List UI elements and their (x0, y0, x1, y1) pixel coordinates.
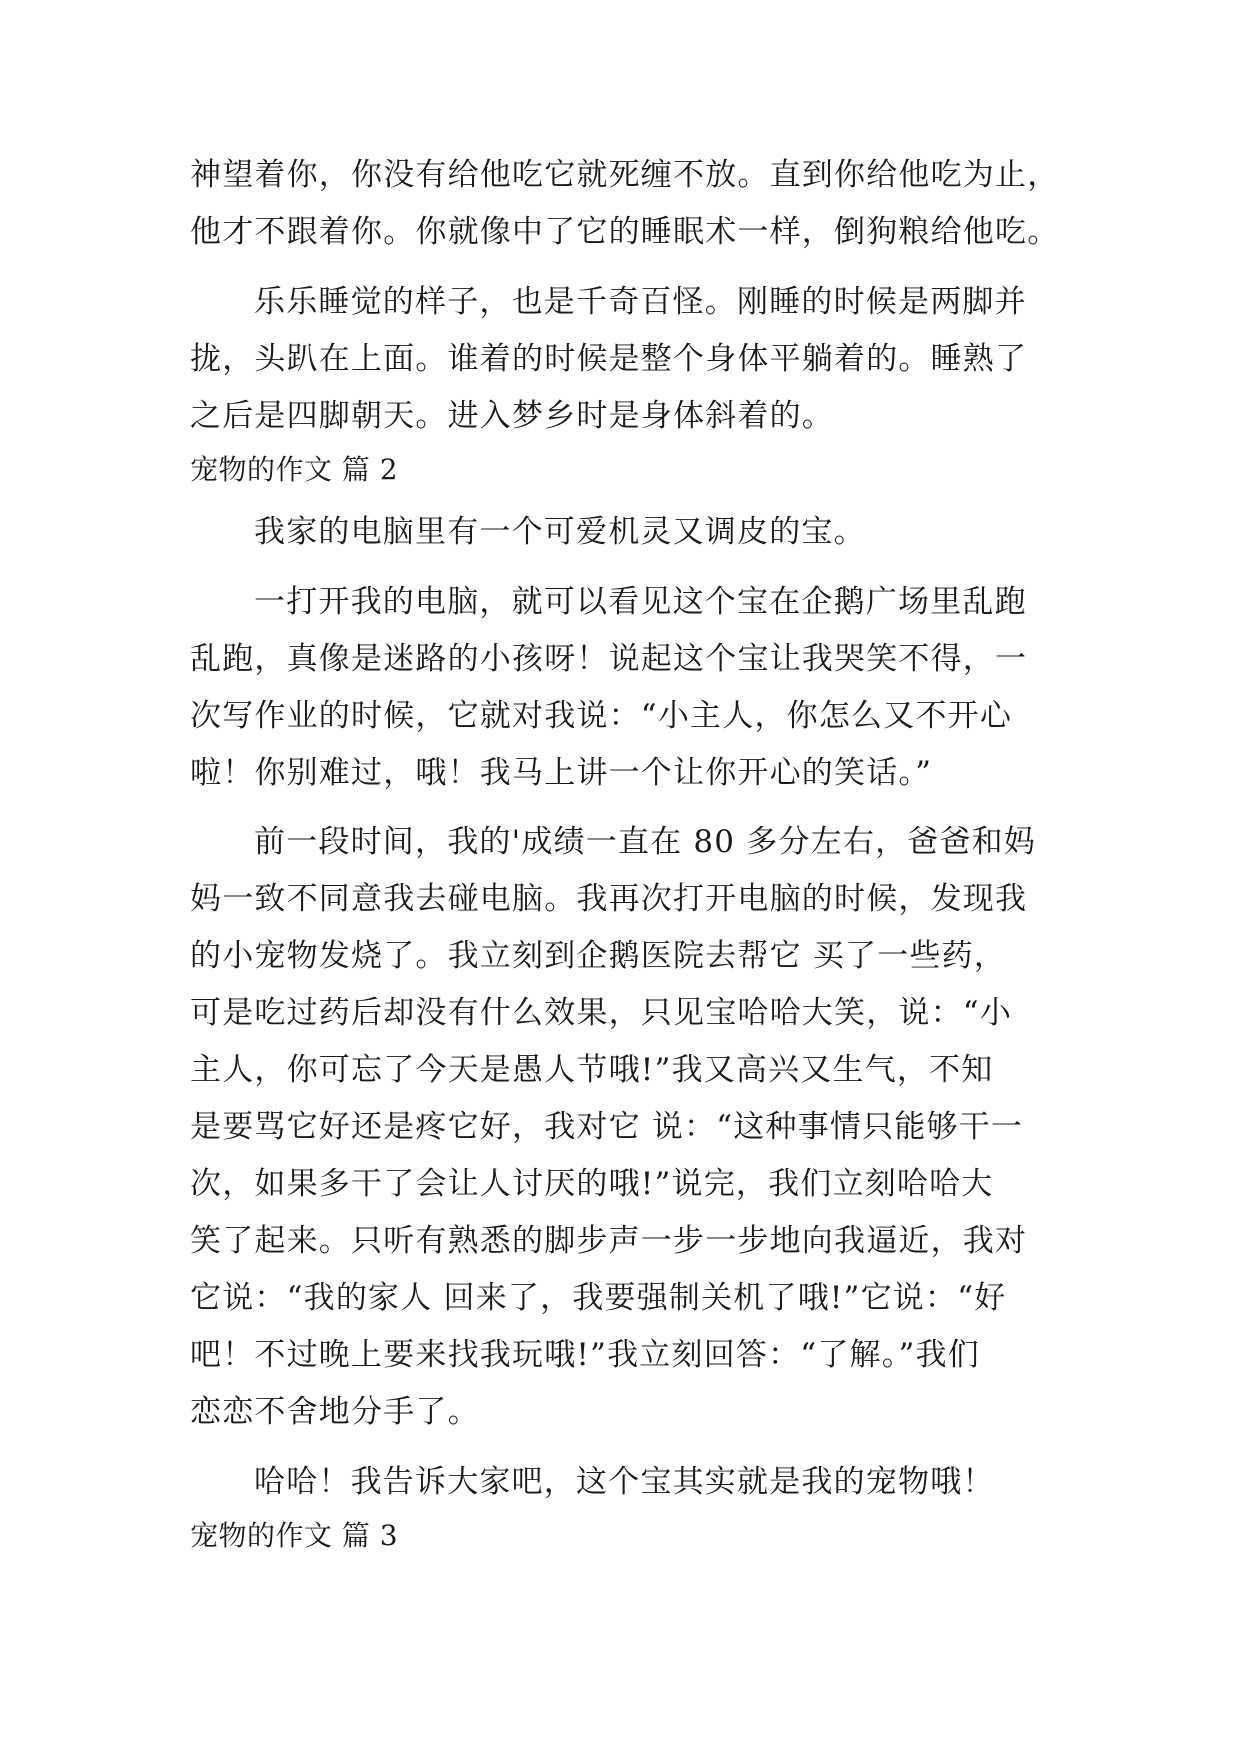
paragraph-line: 乐乐睡觉的样子，也是千奇百怪。刚睡的时候是两脚并 (254, 284, 1027, 320)
paragraph-line: 次，如果多干了会让人讨厌的哦!”说完，我们立刻哈哈大 (190, 1166, 994, 1202)
paragraph-line: 吧！不过晚上要来找我玩哦!”我立刻回答：“了解。”我们 (190, 1337, 980, 1373)
paragraph-line: 可是吃过药后却没有什么效果，只见宝哈哈大笑，说：“小 (190, 995, 1013, 1031)
paragraph-line: 笑了起来。只听有熟悉的脚步声一步一步地向我逼近，我对 (190, 1223, 1028, 1259)
paragraph-line: 前一段时间，我的'成绩一直在 80 多分左右，爸爸和妈 (254, 824, 1037, 860)
paragraph-line: 是要骂它好还是疼它好，我对它 说：“这种事情只能够干一 (190, 1109, 1024, 1145)
paragraph-line: 拢，头趴在上面。谁着的时候是整个身体平躺着的。睡熟了 (190, 341, 1028, 377)
section-heading: 宠物的作文 篇 3 (190, 1519, 399, 1552)
paragraph-line: 他才不跟着你。你就像中了它的睡眠术一样，倒狗粮给他吃。 (190, 214, 1060, 250)
paragraph-line: 啦！你别难过，哦！我马上讲一个让你开心的笑话。” (190, 755, 933, 791)
paragraph-line: 哈哈！我告诉大家吧，这个宝其实就是我的宠物哦！ (254, 1464, 995, 1500)
paragraph-line: 恋恋不舍地分手了。 (190, 1394, 480, 1430)
paragraph-line: 神望着你，你没有给他吃它就死缠不放。直到你给他吃为止， (190, 157, 1060, 193)
paragraph-line: 一打开我的电脑，就可以看见这个宝在企鹅广场里乱跑 (254, 584, 1027, 620)
paragraph-line: 之后是四脚朝天。进入梦乡时是身体斜着的。 (190, 398, 834, 434)
paragraph-line: 乱跑，真像是迷路的小孩呀！说起这个宝让我哭笑不得，一 (190, 641, 1028, 677)
paragraph-line: 我家的电脑里有一个可爱机灵又调皮的宝。 (254, 514, 866, 550)
paragraph-line: 主人，你可忘了今天是愚人节哦!”我又高兴又生气，不知 (190, 1052, 994, 1088)
paragraph-line: 的小宠物发烧了。我立刻到企鹅医院去帮它 买了一些药， (190, 938, 1007, 974)
section-heading: 宠物的作文 篇 2 (190, 453, 399, 486)
paragraph-line: 它说：“我的家人 回来了，我要强制关机了哦!”它说：“好 (190, 1280, 1007, 1316)
paragraph-line: 次写作业的时候，它就对我说：“小主人，你怎么又不开心 (190, 698, 1013, 734)
paragraph-line: 妈一致不同意我去碰电脑。我再次打开电脑的时候，发现我 (190, 881, 1028, 917)
